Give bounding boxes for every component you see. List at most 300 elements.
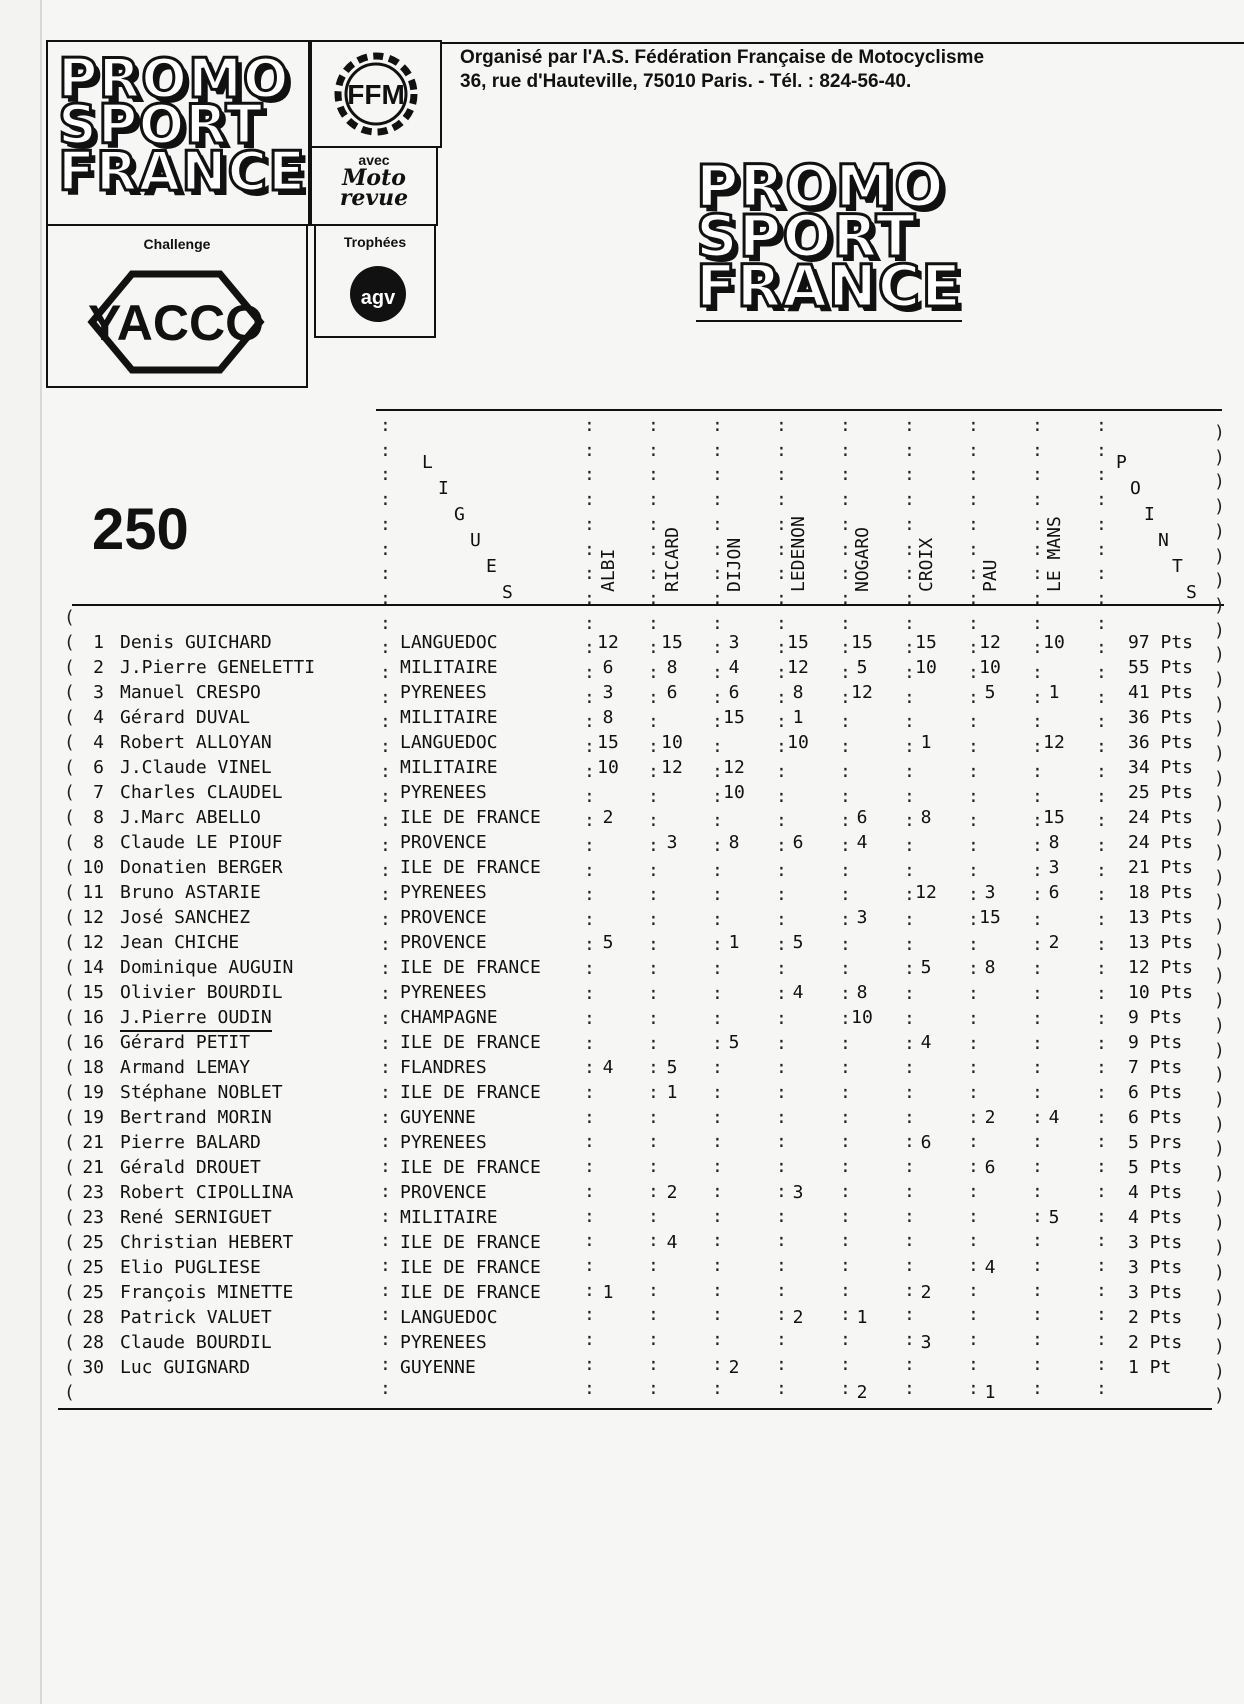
promo-sport-france-title-logo: [696, 152, 962, 322]
ligue-cell: ILE DE FRANCE: [400, 957, 541, 978]
score-cell: 6: [728, 682, 740, 703]
table-row: [60, 830, 1230, 855]
table-row: [60, 1080, 1230, 1105]
score-cell: 12: [851, 682, 873, 703]
right-parenthesis: ): [1214, 520, 1225, 542]
table-row: [60, 1305, 1230, 1330]
rider-name-cell: Armand LEMAY: [120, 1057, 251, 1078]
right-parenthesis: ): [1214, 841, 1225, 863]
right-parenthesis: ): [1214, 1385, 1225, 1407]
rank-cell: 15: [82, 982, 104, 1003]
left-parenthesis: (: [64, 1282, 75, 1303]
circuit-header: LE MANS: [1044, 516, 1065, 592]
ligue-cell: ILE DE FRANCE: [400, 857, 541, 878]
rider-name-cell: J.Pierre GENELETTI: [120, 657, 316, 678]
right-parenthesis: ): [1214, 669, 1225, 690]
ligue-cell: GUYENNE: [400, 1107, 476, 1128]
score-cell: 5: [602, 932, 614, 953]
score-cell: 4: [666, 1232, 678, 1253]
ligue-cell: ILE DE FRANCE: [400, 1082, 541, 1103]
right-parenthesis: ): [1214, 1311, 1225, 1333]
score-cell: 2: [920, 1282, 932, 1303]
points-cell: 1 Pt: [1128, 1357, 1172, 1378]
ligue-cell: PYRENEES: [400, 1132, 487, 1153]
right-parenthesis: ): [1214, 817, 1225, 839]
yacco-logo-box: [46, 224, 308, 388]
ligues-header-letter: L: [422, 452, 433, 473]
organizer-line-1: Organisé par l'A.S. Fédération Française de Motocyclisme: [460, 47, 985, 68]
points-header-letter: T: [1172, 556, 1183, 577]
right-parenthesis: ): [1214, 1113, 1225, 1135]
score-cell: 15: [597, 732, 619, 753]
table-row: [60, 1180, 1230, 1205]
right-parenthesis: ): [1214, 1237, 1225, 1259]
points-cell: 3 Pts: [1128, 1257, 1183, 1278]
score-cell: 3: [920, 1332, 932, 1353]
score-cell: 2: [728, 1357, 740, 1378]
table-row: [60, 930, 1230, 955]
score-cell: 6: [1048, 882, 1060, 903]
score-cell: 3: [728, 632, 740, 653]
left-parenthesis: (: [64, 1132, 75, 1153]
points-cell: 2 Pts: [1128, 1307, 1183, 1328]
score-cell: 1: [856, 1307, 868, 1328]
score-cell: 5: [666, 1057, 678, 1078]
rider-name-cell: Christian HEBERT: [120, 1232, 294, 1253]
rank-cell: 4: [93, 707, 104, 728]
table-row: [60, 1105, 1230, 1130]
rider-name-cell: Bruno ASTARIE: [120, 882, 261, 903]
avec-label: avec: [358, 152, 390, 168]
right-parenthesis: ): [1214, 1335, 1225, 1357]
svg-text:YACCO: YACCO: [88, 295, 264, 351]
points-cell: 9 Pts: [1128, 1007, 1183, 1028]
rider-name-cell: J.Marc ABELLO: [120, 807, 261, 828]
rank-cell: 6: [93, 757, 104, 778]
score-cell: 1: [984, 1382, 996, 1403]
table-row: [60, 730, 1230, 755]
points-header-letter: O: [1130, 478, 1141, 499]
ligue-cell: PYRENEES: [400, 882, 487, 903]
table-row: [60, 655, 1230, 680]
score-cell: 15: [915, 632, 937, 653]
circuit-header: ALBI: [598, 548, 619, 592]
right-parenthesis: ): [1214, 1360, 1225, 1382]
left-parenthesis: (: [64, 782, 75, 803]
rider-name-cell: René SERNIGUET: [120, 1207, 272, 1228]
rank-cell: 18: [82, 1057, 104, 1078]
right-parenthesis: ): [1214, 545, 1225, 567]
ligue-cell: PROVENCE: [400, 1182, 487, 1203]
points-cell: 3 Pts: [1128, 1232, 1183, 1253]
right-parenthesis: ): [1214, 743, 1225, 765]
points-cell: 4 Pts: [1128, 1207, 1183, 1228]
rank-cell: 10: [82, 857, 104, 878]
rank-cell: 23: [82, 1182, 104, 1203]
score-cell: 2: [984, 1107, 996, 1128]
left-parenthesis: (: [64, 1082, 75, 1103]
left-parenthesis: (: [64, 1382, 75, 1403]
points-cell: 13 Pts: [1128, 932, 1194, 953]
rank-cell: 16: [82, 1007, 104, 1028]
rank-cell: 25: [82, 1282, 104, 1303]
rider-name-cell: Denis GUICHARD: [120, 632, 272, 653]
score-cell: 5: [792, 932, 804, 953]
points-header-letter: S: [1186, 582, 1197, 603]
agv-logo-box: [314, 224, 436, 338]
right-parenthesis: ): [1214, 496, 1225, 518]
score-cell: 1: [1048, 682, 1060, 703]
ligue-cell: LANGUEDOC: [400, 732, 498, 753]
table-row: [60, 855, 1230, 880]
score-cell: 1: [920, 732, 932, 753]
rider-name-cell: Pierre BALARD: [120, 1132, 261, 1153]
left-parenthesis: (: [64, 1182, 75, 1203]
ligue-cell: PYRENEES: [400, 1332, 487, 1353]
table-row: [60, 630, 1230, 655]
score-cell: 12: [597, 632, 619, 653]
left-parenthesis: (: [64, 932, 75, 953]
rider-name-cell: Gérard DUVAL: [120, 707, 251, 728]
score-cell: 6: [666, 682, 678, 703]
points-cell: 6 Pts: [1128, 1082, 1183, 1103]
separator-column: : : : : : : : : : : : : : : : : : : : : : : : : : : : : : : : : : : : : : : : :: [968, 415, 979, 1400]
rider-name-cell: Elio PUGLIESE: [120, 1257, 261, 1278]
score-cell: 5: [984, 682, 996, 703]
left-parenthesis: (: [64, 657, 75, 678]
score-cell: 3: [1048, 857, 1060, 878]
rider-name-cell: Robert ALLOYAN: [120, 732, 272, 753]
left-parenthesis: (: [64, 882, 75, 903]
rider-name-cell: J.Claude VINEL: [120, 757, 272, 778]
table-row: [60, 805, 1230, 830]
score-cell: 1: [602, 1282, 614, 1303]
left-parenthesis: (: [64, 732, 75, 753]
circuit-header: LEDENON: [788, 516, 809, 592]
table-row: [60, 880, 1230, 905]
rank-cell: 30: [82, 1357, 104, 1378]
left-parenthesis: (: [64, 707, 75, 728]
right-parenthesis: ): [1214, 422, 1225, 443]
category-250cc: 250: [92, 497, 189, 562]
score-cell: 15: [661, 632, 683, 653]
score-cell: 10: [597, 757, 619, 778]
score-cell: 1: [792, 707, 804, 728]
table-row: [60, 1380, 1230, 1405]
points-cell: 10 Pts: [1128, 982, 1194, 1003]
rank-cell: 8: [93, 832, 104, 853]
table-row: [60, 980, 1230, 1005]
separator-column: : : : : : : : : : : : : : : : : : : : : : : : : : : : : : : : : : : : : : : : :: [380, 415, 391, 1400]
points-cell: 41 Pts: [1128, 682, 1194, 703]
left-parenthesis: (: [64, 832, 75, 853]
right-parenthesis: ): [1214, 866, 1225, 888]
score-cell: 8: [856, 982, 868, 1003]
score-cell: 12: [915, 882, 937, 903]
circuit-header: DIJON: [724, 537, 745, 592]
ligue-cell: PYRENEES: [400, 782, 487, 803]
rider-name-cell: Manuel CRESPO: [120, 682, 261, 703]
rank-cell: 16: [82, 1032, 104, 1053]
ligue-cell: ILE DE FRANCE: [400, 1282, 541, 1303]
left-parenthesis: (: [64, 1357, 75, 1378]
rider-name-cell: Claude BOURDIL: [120, 1332, 272, 1353]
rider-name-cell: Dominique AUGUIN: [120, 957, 294, 978]
ffm-logo-box: [310, 40, 442, 148]
right-parenthesis: ): [1214, 718, 1225, 740]
left-parenthesis: (: [64, 957, 75, 978]
score-cell: 6: [984, 1157, 996, 1178]
separator-column: : : : : : : : : : : : : : : : : : : : : : : : : : : : : : : : : : : : : : : : :: [1096, 415, 1107, 1400]
score-cell: 10: [915, 657, 937, 678]
score-cell: 2: [666, 1182, 678, 1203]
right-parenthesis: ): [1214, 1286, 1225, 1308]
logo-word-2: SPORT: [58, 93, 264, 157]
ligues-header-letter: I: [438, 478, 449, 499]
promo-sport-france-logo-box: [46, 40, 310, 226]
logo-word-3: FRANCE: [58, 139, 306, 203]
ligue-cell: ILE DE FRANCE: [400, 1157, 541, 1178]
score-cell: 1: [666, 1082, 678, 1103]
organizer-info: [460, 46, 984, 94]
rank-cell: 12: [82, 932, 104, 953]
score-cell: 6: [792, 832, 804, 853]
rider-name-cell: Gérard PETIT: [120, 1032, 251, 1053]
logo-word-1: PROMO: [58, 47, 290, 110]
right-parenthesis: ): [1214, 693, 1225, 715]
agv-helmet-icon: agv: [350, 266, 406, 322]
ligue-cell: PYRENEES: [400, 982, 487, 1003]
table-row: [60, 680, 1230, 705]
rank-cell: 8: [93, 807, 104, 828]
score-cell: 10: [787, 732, 809, 753]
rider-name-cell: Bertrand MORIN: [120, 1107, 272, 1128]
points-cell: 7 Pts: [1128, 1057, 1183, 1078]
rank-cell: 21: [82, 1132, 104, 1153]
points-cell: 4 Pts: [1128, 1182, 1183, 1203]
table-row: [60, 1205, 1230, 1230]
right-parenthesis: ): [1214, 916, 1225, 937]
points-cell: 36 Pts: [1128, 732, 1194, 753]
ligue-cell: MILITAIRE: [400, 657, 498, 678]
ligue-cell: PYRENEES: [400, 682, 487, 703]
title-logo-word-1: PROMO: [696, 152, 945, 220]
right-parenthesis: ): [1214, 1088, 1225, 1110]
ligue-cell: PROVENCE: [400, 832, 487, 853]
rider-name-cell: Patrick VALUET: [120, 1307, 272, 1328]
rider-name-cell: Olivier BOURDIL: [120, 982, 283, 1003]
circuit-header: PAU: [980, 559, 1001, 592]
points-cell: 3 Pts: [1128, 1282, 1183, 1303]
table-row: [60, 780, 1230, 805]
score-cell: 6: [602, 657, 614, 678]
left-parenthesis: (: [64, 1157, 75, 1178]
separator-column: : : : : : : : : : : : : : : : : : : : : : : : : : : : : : : : : : : : : : : : :: [1032, 415, 1043, 1400]
points-cell: 12 Pts: [1128, 957, 1194, 978]
ligue-cell: LANGUEDOC: [400, 632, 498, 653]
ligue-cell: GUYENNE: [400, 1357, 476, 1378]
table-row: [60, 1255, 1230, 1280]
score-cell: 4: [728, 657, 740, 678]
rank-cell: 7: [93, 782, 104, 803]
ligue-cell: ILE DE FRANCE: [400, 807, 541, 828]
left-parenthesis: (: [64, 1107, 75, 1128]
score-cell: 3: [602, 682, 614, 703]
ligue-cell: ILE DE FRANCE: [400, 1232, 541, 1253]
right-parenthesis: ): [1214, 1039, 1225, 1061]
right-parenthesis: ): [1214, 1187, 1225, 1209]
score-cell: 12: [1043, 732, 1065, 753]
rank-cell: 3: [93, 682, 104, 703]
table-bottom-rule: [58, 1408, 1212, 1410]
score-cell: 4: [1048, 1107, 1060, 1128]
left-parenthesis: (: [64, 607, 75, 628]
rank-cell: 1: [93, 632, 104, 653]
right-parenthesis: ): [1214, 965, 1225, 987]
points-header-letter: P: [1116, 452, 1127, 473]
ligues-header-letter: G: [454, 504, 465, 525]
right-parenthesis: ): [1214, 594, 1225, 616]
points-cell: 24 Pts: [1128, 807, 1194, 828]
separator-column: : : : : : : : : : : : : : : : : : : : : : : : : : : : : : : : : : : : : : : : :: [904, 415, 915, 1400]
points-cell: 18 Pts: [1128, 882, 1194, 903]
score-cell: 2: [792, 1307, 804, 1328]
score-cell: 8: [984, 957, 996, 978]
circuit-header: NOGARO: [852, 526, 873, 592]
svg-text:FFM: FFM: [347, 79, 405, 110]
left-parenthesis: (: [64, 1032, 75, 1053]
score-cell: 4: [792, 982, 804, 1003]
score-cell: 15: [1043, 807, 1065, 828]
table-row: [60, 1280, 1230, 1305]
right-parenthesis: ): [1214, 1163, 1225, 1184]
right-parenthesis: ): [1214, 1014, 1225, 1036]
score-cell: 4: [856, 832, 868, 853]
separator-column: : : : : : : : : : : : : : : : : : : : : : : : : : : : : : : : : : : : : : : : :: [776, 415, 787, 1400]
score-cell: 4: [984, 1257, 996, 1278]
circuit-header: CROIX: [916, 537, 937, 592]
yacco-logo: [72, 266, 280, 378]
table-row: [60, 1030, 1230, 1055]
left-parenthesis: (: [64, 632, 75, 653]
separator-column: : : : : : : : : : : : : : : : : : : : : : : : : : : : : : : : : : : : : : : : :: [712, 415, 723, 1400]
challenge-label: Challenge: [143, 236, 211, 252]
separator-column: : : : : : : : : : : : : : : : : : : : : : : : : : : : : : : : : : : : : : : : :: [648, 415, 659, 1400]
points-cell: 97 Pts: [1128, 632, 1194, 653]
rank-cell: 19: [82, 1107, 104, 1128]
points-cell: 2 Pts: [1128, 1332, 1183, 1353]
score-cell: 4: [602, 1057, 614, 1078]
title-logo-word-3: FRANCE: [696, 251, 962, 320]
rank-cell: 25: [82, 1257, 104, 1278]
score-cell: 8: [728, 832, 740, 853]
rank-cell: 2: [93, 657, 104, 678]
rider-name-cell: François MINETTE: [120, 1282, 294, 1303]
ligues-header-letter: E: [486, 556, 497, 577]
right-parenthesis: ): [1214, 1212, 1225, 1234]
ligue-cell: LANGUEDOC: [400, 1307, 498, 1328]
ligue-cell: PROVENCE: [400, 932, 487, 953]
score-cell: 5: [920, 957, 932, 978]
rider-name-cell: Stéphane NOBLET: [120, 1082, 283, 1103]
score-cell: 8: [666, 657, 678, 678]
rider-name-cell: J.Pierre OUDIN: [120, 1005, 272, 1032]
right-parenthesis: ): [1214, 1261, 1225, 1283]
moto-revue-logo-box: [310, 146, 438, 226]
right-parenthesis: ): [1214, 891, 1225, 913]
right-parenthesis: ): [1214, 1064, 1225, 1086]
table-row: [60, 1130, 1230, 1155]
table-row: [60, 1155, 1230, 1180]
rank-cell: 28: [82, 1307, 104, 1328]
rank-cell: 21: [82, 1157, 104, 1178]
score-cell: 5: [728, 1032, 740, 1053]
table-row: [60, 1055, 1230, 1080]
points-cell: 24 Pts: [1128, 832, 1194, 853]
points-header-letter: I: [1144, 504, 1155, 525]
score-cell: 5: [1048, 1207, 1060, 1228]
score-cell: 1: [728, 932, 740, 953]
points-cell: 34 Pts: [1128, 757, 1194, 778]
rider-name-cell: Claude LE PIOUF: [120, 832, 283, 853]
rider-name-cell: Gérald DROUET: [120, 1157, 261, 1178]
table-row: [60, 905, 1230, 930]
right-parenthesis: ): [1214, 570, 1225, 592]
right-parenthesis: ): [1214, 446, 1225, 468]
right-parenthesis: ): [1214, 792, 1225, 814]
right-parenthesis: ): [1214, 1138, 1225, 1160]
rank-cell: 14: [82, 957, 104, 978]
score-cell: 10: [1043, 632, 1065, 653]
left-parenthesis: (: [64, 1332, 75, 1353]
table-row: [60, 1230, 1230, 1255]
circuit-header: RICARD: [662, 526, 683, 592]
points-cell: 5 Prs: [1128, 1132, 1183, 1153]
rank-cell: 4: [93, 732, 104, 753]
ligue-cell: ILE DE FRANCE: [400, 1257, 541, 1278]
score-cell: 5: [856, 657, 868, 678]
table-row: [60, 1355, 1230, 1380]
points-header-letter: N: [1158, 530, 1169, 551]
score-cell: 8: [920, 807, 932, 828]
table-row: [60, 1005, 1230, 1030]
right-parenthesis: ): [1214, 990, 1225, 1012]
points-cell: 5 Pts: [1128, 1157, 1183, 1178]
score-cell: 10: [661, 732, 683, 753]
rider-name-cell: José SANCHEZ: [120, 907, 251, 928]
score-cell: 8: [602, 707, 614, 728]
moto-revue-logo: Moto revue: [339, 165, 409, 211]
points-cell: 25 Pts: [1128, 782, 1194, 803]
left-parenthesis: (: [64, 682, 75, 703]
score-cell: 10: [979, 657, 1001, 678]
score-cell: 15: [723, 707, 745, 728]
left-parenthesis: (: [64, 1232, 75, 1253]
score-cell: 2: [602, 807, 614, 828]
score-cell: 6: [920, 1132, 932, 1153]
left-parenthesis: (: [64, 1307, 75, 1328]
score-cell: 3: [666, 832, 678, 853]
organizer-line-2: 36, rue d'Hauteville, 75010 Paris. - Tél. : 824-56-40.: [460, 71, 912, 92]
table-top-rule: [376, 409, 1222, 411]
rank-cell: 19: [82, 1082, 104, 1103]
promo-sport-france-logo: [58, 47, 306, 203]
points-cell: 21 Pts: [1128, 857, 1194, 878]
left-parenthesis: (: [64, 907, 75, 928]
rank-cell: 12: [82, 907, 104, 928]
ligue-cell: ILE DE FRANCE: [400, 1032, 541, 1053]
rider-name-cell: Charles CLAUDEL: [120, 782, 283, 803]
